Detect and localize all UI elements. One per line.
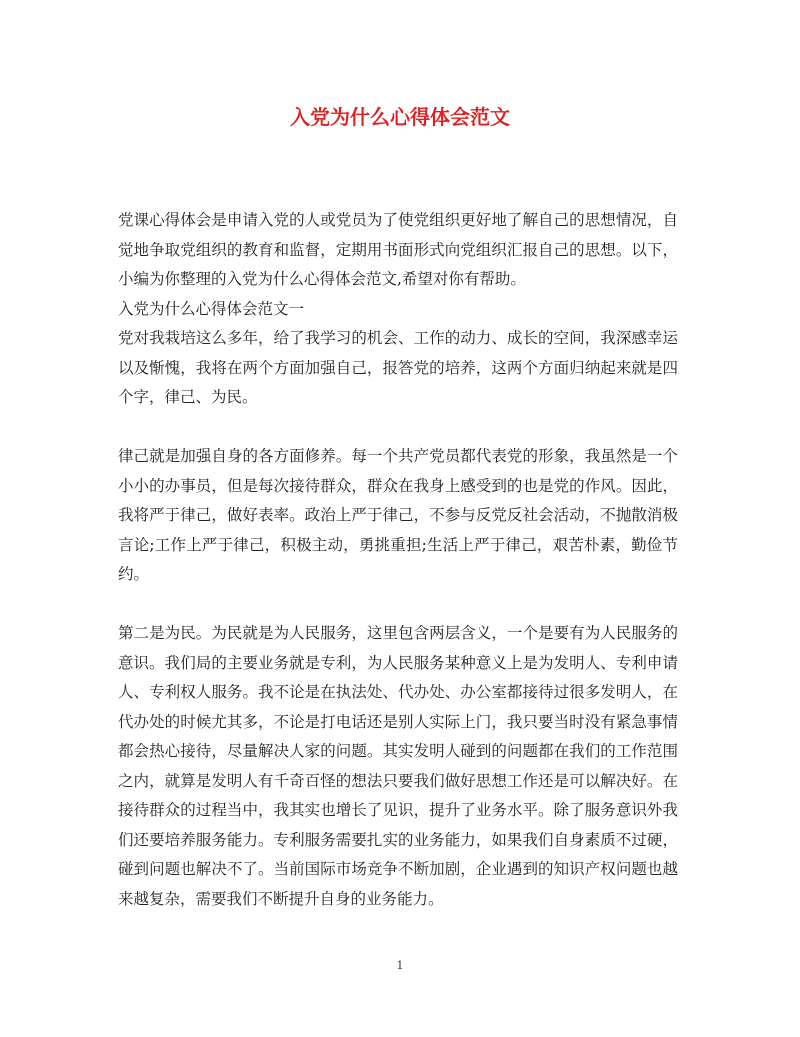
- page-number: 1: [396, 959, 404, 972]
- paragraph-2: 律己就是加强自身的各方面修养。每一个共产党员都代表党的形象，我虽然是一个小小的办事员，但是每次接待群众，群众在我身上感受到的也是党的作风。因此，我将严于律己，做好表率。政治上严于律己，不参与反党反社会活动，不抛散消极言论;工作上严于律己，积极主动，勇挑重担;生活上严于律己，艰苦朴素，勤俭节约。: [118, 447, 678, 583]
- document-body: [118, 206, 678, 914]
- section-heading: 入党为什么心得体会范文一: [118, 299, 305, 318]
- intro-paragraph: 党课心得体会是申请入党的人或党员为了使党组织更好地了解自己的思想情况，自觉地争取党组织的教育和监督，定期用书面形式向党组织汇报自己的思想。以下，小编为你整理的入党为什么心得体会范文,希望对你有帮助。: [118, 211, 678, 288]
- paragraph-1: 党对我栽培这么多年，给了我学习的机会、工作的动力、成长的空间，我深感幸运以及惭愧，我将在两个方面加强自己，报答党的培养，这两个方面归纳起来就是四个字，律己、为民。: [118, 329, 678, 406]
- document-title: 入党为什么心得体会范文: [290, 105, 510, 129]
- paragraph-3: 第二是为民。为民就是为人民服务，这里包含两层含义，一个是要有为人民服务的意识。我们局的主要业务就是专利，为人民服务某种意义上是为发明人、专利申请人、专利权人服务。我不论是在执法处、代办处、办公室都接待过很多发明人，在代办处的时候尤其多，不论是打电话还是别人实际上门，我只要当时没有紧急事情都会热心接待，尽量解决人家的问题。其实发明人碰到的问题都在我们的工作范围之内，就算是发明人有千奇百怪的想法只要我们做好思想工作还是可以解决好。在接待群众的过程当中，我其实也增长了见识，提升了业务水平。除了服务意识外我们还要培养服务能力。专利服务需要扎实的业务能力，如果我们自身素质不过硬，碰到问题也解决不了。当前国际市场竞争不断加剧，企业遇到的知识产权问题也越来越复杂，需要我们不断提升自身的业务能力。: [118, 624, 678, 908]
